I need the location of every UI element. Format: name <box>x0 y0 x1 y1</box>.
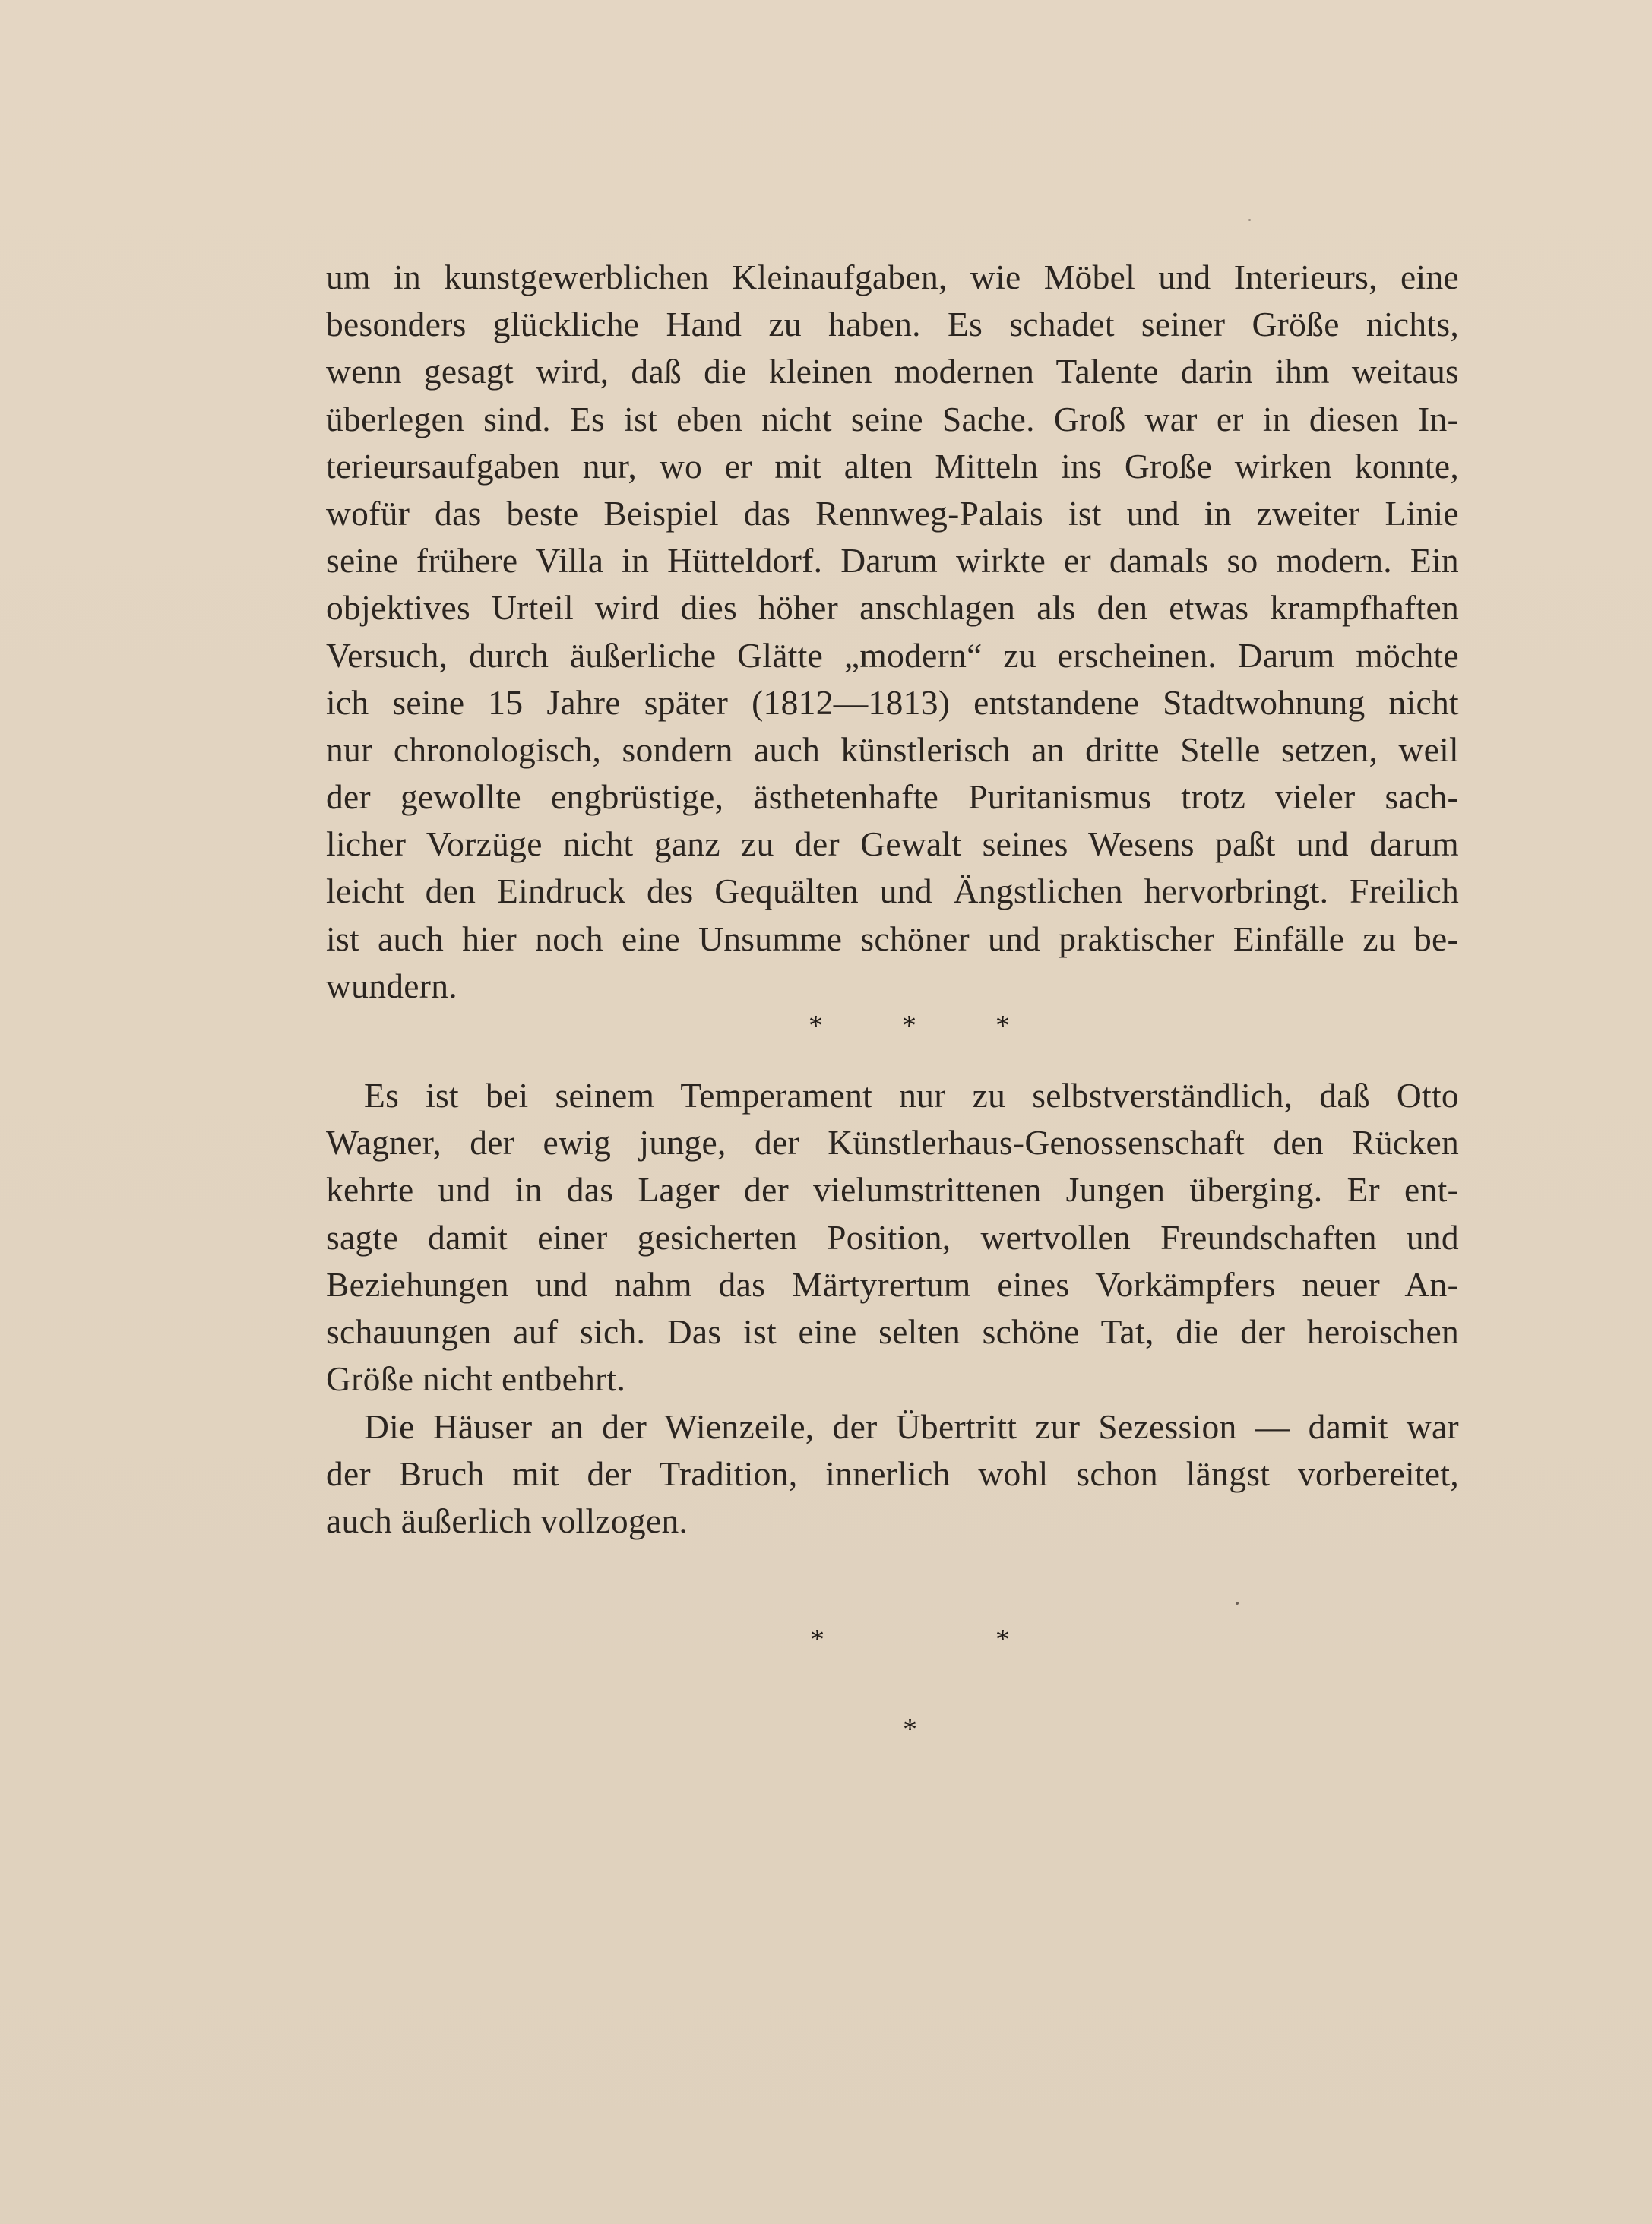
text-line: besonders glückliche Hand zu haben. Es schadet seiner Größe nichts, <box>326 305 1459 344</box>
text-line: wundern. <box>326 966 457 1005</box>
separator-star: * <box>902 1010 916 1042</box>
text-line: terieursaufgaben nur, wo er mit alten Mitteln ins Große wirken konnte, <box>326 446 1459 486</box>
text-line: Größe nicht entbehrt. <box>326 1359 626 1399</box>
text-line: licher Vorzüge nicht ganz zu der Gewalt seines Wesens paßt und darum <box>326 824 1459 864</box>
text-line: Beziehungen und nahm das Märtyrertum eines Vorkämpfers neuer An- <box>326 1264 1459 1304</box>
text-line: auch äußerlich vollzogen. <box>326 1501 688 1541</box>
text-line: kehrte und in das Lager der vielumstrittenen Jungen überging. Er ent- <box>326 1170 1459 1210</box>
text-line: leicht den Eindruck des Gequälten und Ängstlichen hervorbringt. Freilich <box>326 872 1459 911</box>
text-line: objektives Urteil wird dies höher anschlagen als den etwas krampfhaften <box>326 588 1459 628</box>
text-line: überlegen sind. Es ist eben nicht seine Sache. Groß war er in diesen In- <box>326 399 1459 438</box>
text-line: wenn gesagt wird, daß die kleinen modernen Talente darin ihm weitaus <box>326 352 1459 391</box>
text-line: ist auch hier noch eine Unsumme schöner und praktischer Einfälle zu be- <box>326 919 1459 958</box>
ornament-star-bottom: * <box>903 1713 917 1745</box>
text-line: wofür das beste Beispiel das Rennweg-Palais ist und in zweiter Linie <box>326 493 1459 533</box>
text-line: der gewollte engbrüstige, ästhetenhafte Puritanismus trotz vieler sach- <box>326 777 1459 817</box>
paragraph-2 <box>326 1072 1459 1403</box>
separator-star: * <box>995 1010 1010 1042</box>
ornament-star-right: * <box>995 1624 1010 1656</box>
text-line: schauungen auf sich. Das ist eine selten schöne Tat, die der heroischen <box>326 1311 1459 1351</box>
text-line: Die Häuser an der Wienzeile, der Übertritt zur Sezession — damit war <box>364 1407 1459 1446</box>
paper-speck <box>1248 219 1251 221</box>
text-line: um in kunstgewerblichen Kleinaufgaben, wie Möbel und Interieurs, eine <box>326 258 1459 296</box>
text-line: Es ist bei seinem Temperament nur zu selbstverständlich, daß Otto <box>364 1076 1459 1115</box>
paragraph-1 <box>326 254 1459 1010</box>
text-line: der Bruch mit der Tradition, innerlich wohl schon längst vorbereitet, <box>326 1454 1459 1494</box>
ornament-star-left: * <box>810 1624 824 1656</box>
text-line: seine frühere Villa in Hütteldorf. Darum wirkte er damals so modern. Ein <box>326 541 1459 581</box>
text-line: Versuch, durch äußerliche Glätte „modern“ zu erscheinen. Darum möchte <box>326 635 1459 675</box>
text-line: ich seine 15 Jahre später (1812—1813) entstandene Stadtwohnung nicht <box>326 682 1459 722</box>
separator-star: * <box>809 1010 823 1042</box>
paper-speck <box>1236 1602 1239 1605</box>
text-line: Wagner, der ewig junge, der Künstlerhaus-Genossenschaft den Rücken <box>326 1123 1459 1163</box>
text-line: sagte damit einer gesicherten Position, wertvollen Freundschaften und <box>326 1217 1459 1257</box>
text-line: nur chronologisch, sondern auch künstlerisch an dritte Stelle setzen, weil <box>326 729 1459 769</box>
paragraph-3 <box>326 1403 1459 1545</box>
